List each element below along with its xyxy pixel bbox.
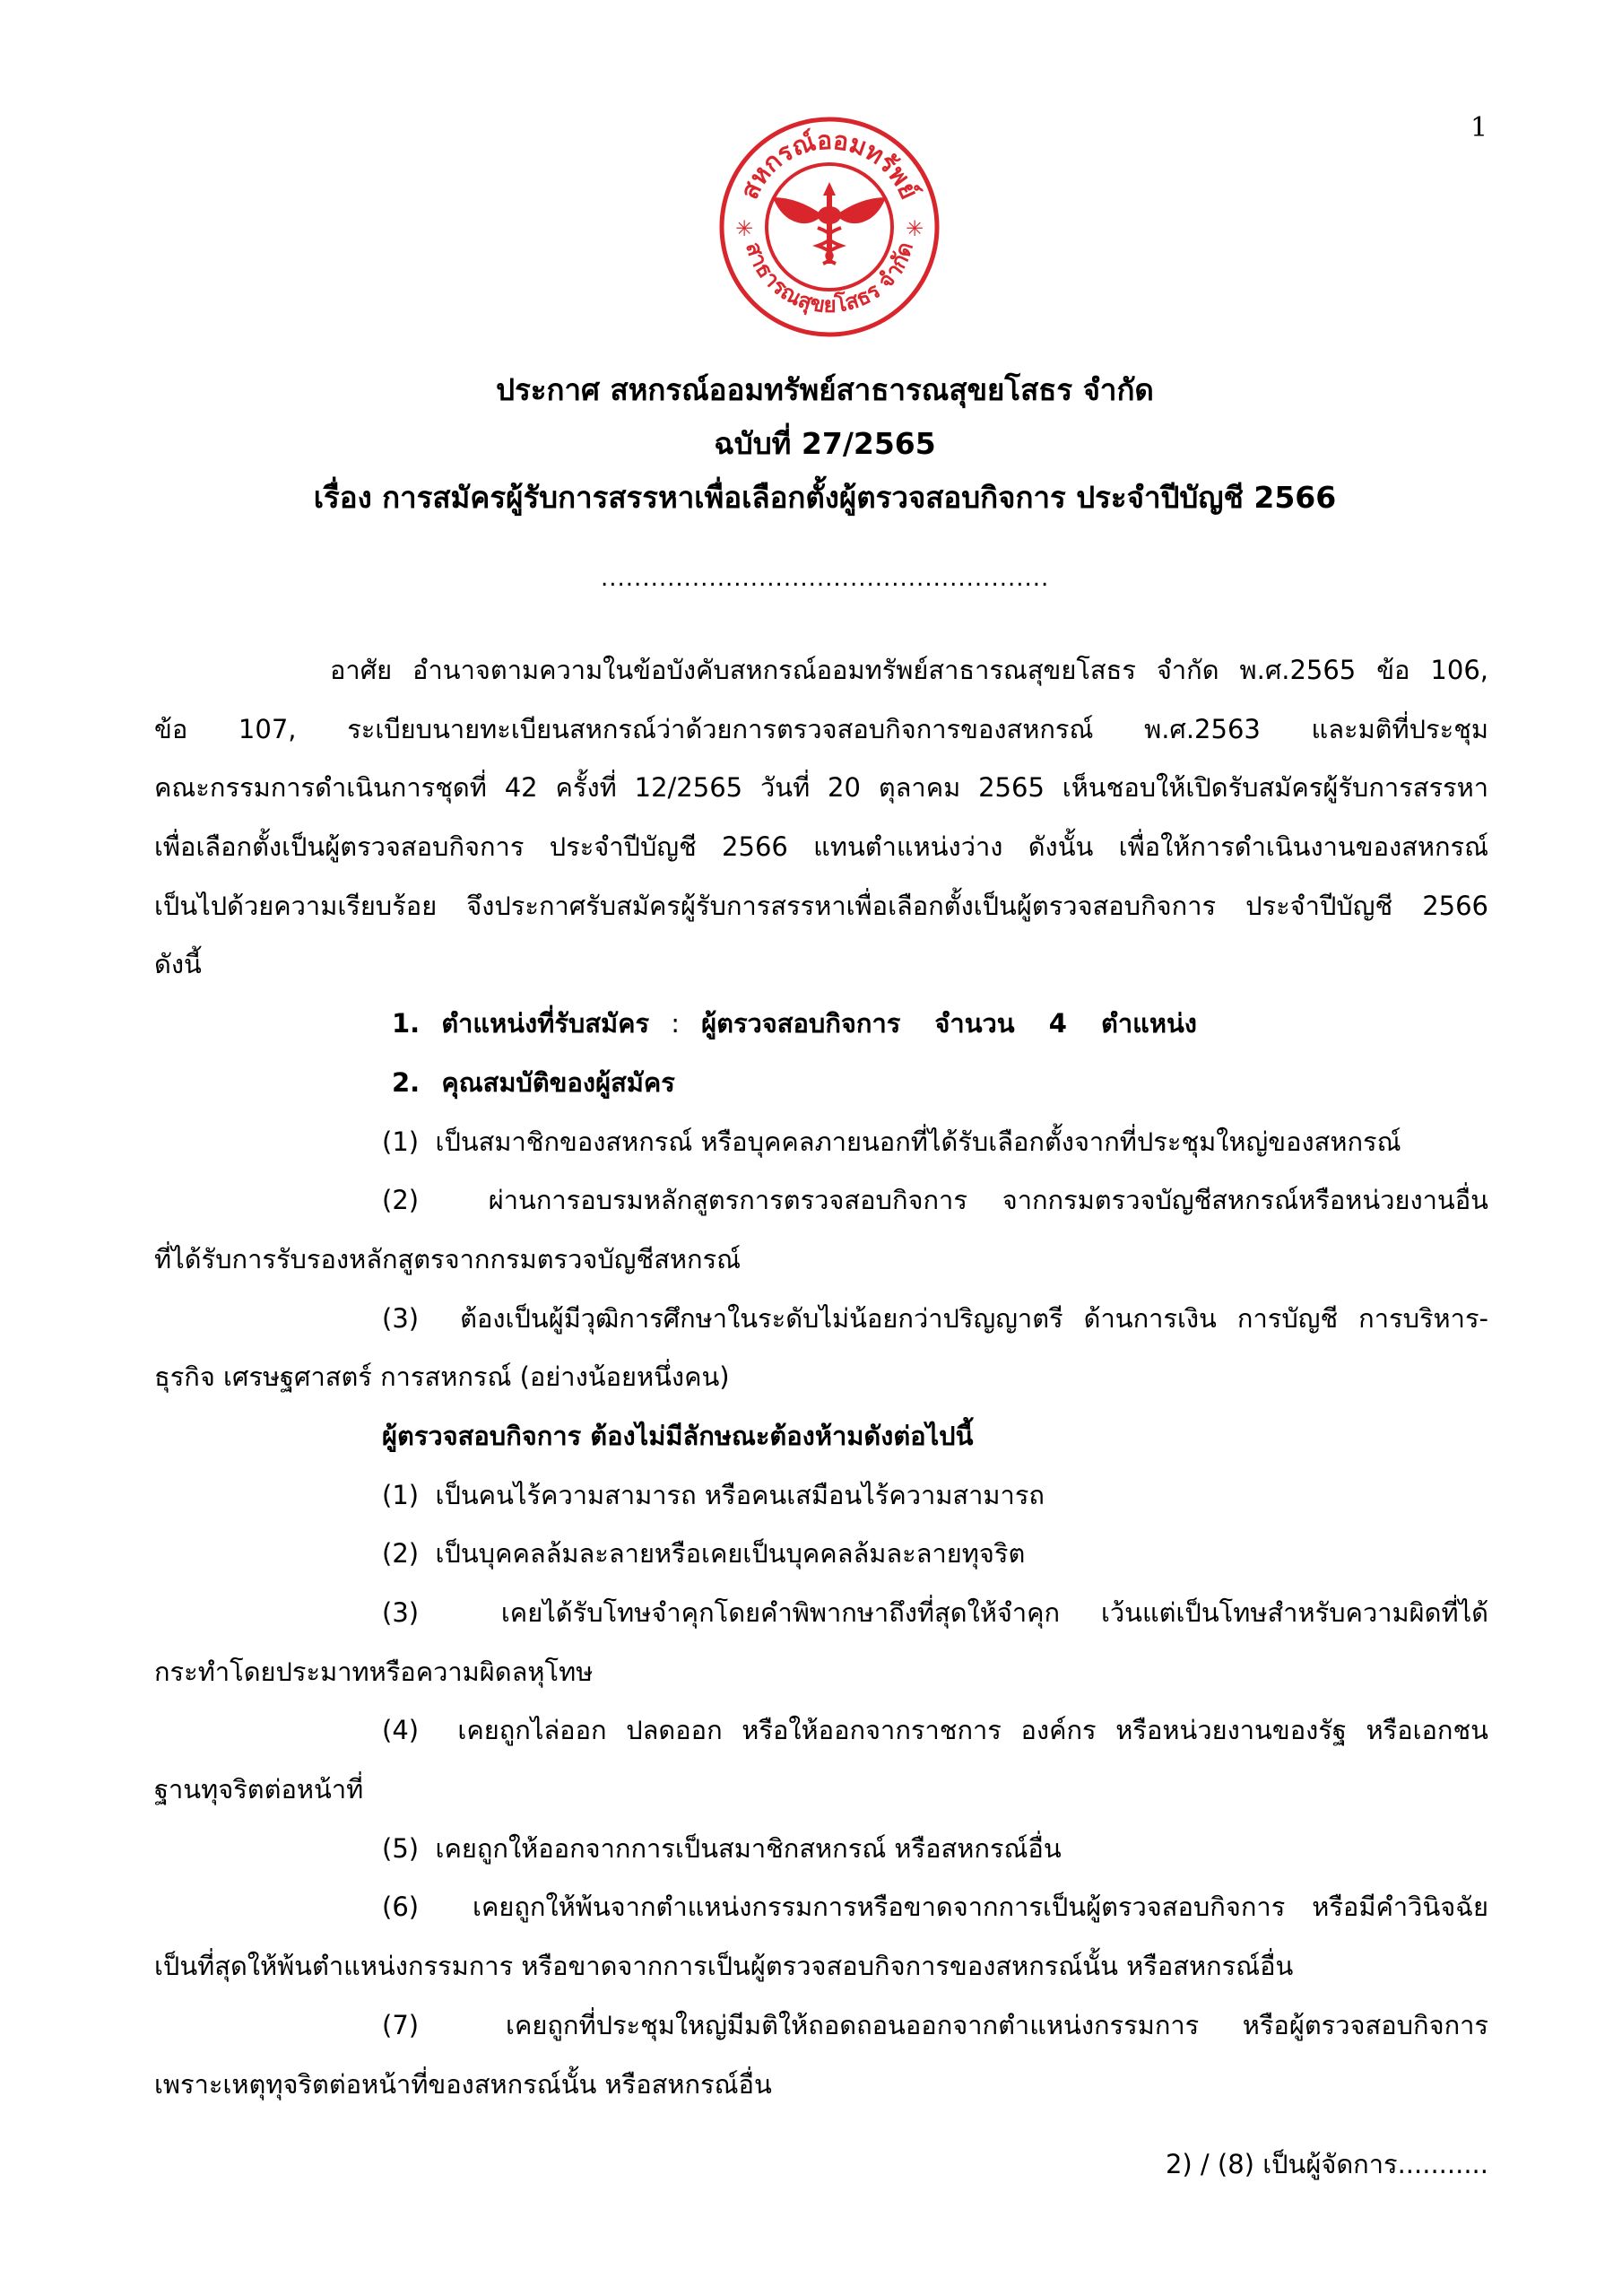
- prohibition-number: (1): [382, 1479, 420, 1510]
- prohibition-text: เคยถูกให้พ้นจากตำแหน่งกรรมการหรือขาดจากการเป็นผู้ตรวจสอบกิจการ หรือมีคำวินิจฉัย: [473, 1892, 1488, 1923]
- section-1-positions: [154, 995, 1488, 1054]
- intro-line-1: อาศัย อำนาจตามความในข้อบังคับสหกรณ์ออมทรัพย์สาธารณสุขยโสธร จำกัด พ.ศ.2565 ข้อ 106,: [330, 655, 1488, 685]
- prohibition-number: (5): [382, 1832, 420, 1864]
- title-line-1: ประกาศ สหกรณ์ออมทรัพย์สาธารณสุขยโสธร จำกัด: [496, 372, 1154, 407]
- seal-bottom-text: สาธารณสุขยโสธร จำกัด: [741, 239, 918, 318]
- qualification-number: (1): [382, 1126, 420, 1157]
- intro-line-4: เพื่อเลือกตั้งเป็นผู้ตรวจสอบกิจการ ประจำปีบัญชี 2566 แทนตำแหน่งว่าง ดังนั้น เพื่อให้การดำเนินงานของสหกรณ์: [154, 831, 1488, 863]
- qualification-text: เป็นสมาชิกของสหกรณ์ หรือบุคคลภายนอกที่ได้รับเลือกตั้งจากที่ประชุมใหญ่ของสหกรณ์: [435, 1126, 1401, 1157]
- title-divider: ......................................................: [601, 565, 1050, 592]
- intro-line-6: ดังนี้: [154, 949, 202, 980]
- prohibition-number: (2): [382, 1538, 420, 1570]
- section-1-count-label: จำนวน: [934, 1008, 1015, 1039]
- qualification-item-2-continued: ที่ได้รับการรับรองหลักสูตรจากกรมตรวจบัญชีสหกรณ์: [154, 1243, 742, 1274]
- prohibition-text: เคยถูกให้ออกจากการเป็นสมาชิกสหกรณ์ หรือสหกรณ์อื่น: [435, 1832, 1062, 1864]
- section-1-position: ผู้ตรวจสอบกิจการ: [701, 1008, 901, 1039]
- section-2-heading: [154, 1054, 1488, 1113]
- prohibition-number: (3): [382, 1597, 420, 1628]
- prohibition-item-5: [154, 1820, 1488, 1879]
- document-body: [154, 641, 1488, 2114]
- seal-top-text: สหกรณ์ออมทรัพย์: [733, 125, 925, 204]
- section-2-number: 2.: [392, 1066, 421, 1098]
- prohibition-text: เป็นบุคคลล้มละลายหรือเคยเป็นบุคคลล้มละลายทุจริต: [435, 1538, 1026, 1570]
- title-line-2: ฉบับที่ 27/2565: [714, 426, 936, 461]
- section-1-separator: :: [671, 1008, 681, 1039]
- prohibition-item-3-continued: กระทำโดยประมาทหรือความผิดลหุโทษ: [154, 1656, 594, 1687]
- prohibition-text: เคยถูกไล่ออก ปลดออก หรือให้ออกจากราชการ องค์กร หรือหน่วยงานของรัฐ หรือเอกชน: [457, 1715, 1488, 1746]
- prohibition-item-6: [154, 1878, 1488, 1937]
- section-1-unit: ตำแหน่ง: [1101, 1008, 1197, 1039]
- qualification-number: (2): [382, 1185, 420, 1216]
- prohibition-number: (4): [382, 1715, 420, 1746]
- svg-text:✳: ✳: [905, 216, 924, 241]
- intro-line-2: ข้อ 107, ระเบียบนายทะเบียนสหกรณ์ว่าด้วยการตรวจสอบกิจการของสหกรณ์ พ.ศ.2563 และมติที่ประชุม: [154, 713, 1488, 744]
- announcement-title: [152, 363, 1497, 525]
- section-1-number: 1.: [392, 1008, 421, 1039]
- prohibition-item-1: [154, 1466, 1488, 1526]
- qualification-number: (3): [382, 1302, 420, 1334]
- prohibition-text: เคยได้รับโทษจำคุกโดยคำพิพากษาถึงที่สุดให้จำคุก เว้นแต่เป็นโทษสำหรับความผิดที่ได้: [500, 1597, 1488, 1628]
- prohibition-item-7-continued: เพราะเหตุทุจริตต่อหน้าที่ของสหกรณ์นั้น หรือสหกรณ์อื่น: [154, 2068, 772, 2100]
- svg-text:✳: ✳: [734, 216, 754, 241]
- caduceus-emblem-icon: [773, 182, 886, 264]
- intro-line-3: คณะกรรมการดำเนินการชุดที่ 42 ครั้งที่ 12/2565 วันที่ 20 ตุลาคม 2565 เห็นชอบให้เปิดรับสมัครผู้รับการสรรหา: [154, 772, 1488, 804]
- prohibition-item-3: [154, 1584, 1488, 1643]
- intro-line-5: เป็นไปด้วยความเรียบร้อย จึงประกาศรับสมัครผู้รับการสรรหาเพื่อเลือกตั้งเป็นผู้ตรวจสอบกิจการ ประจำปีบัญชี 2566: [154, 890, 1488, 921]
- qualification-text: ต้องเป็นผู้มีวุฒิการศึกษาในระดับไม่น้อยกว่าปริญญาตรี ด้านการเงิน การบัญชี การบริหาร-: [460, 1302, 1488, 1334]
- continued-next-page-note: 2) / (8) เป็นผู้จัดการ...........: [1165, 2149, 1488, 2179]
- prohibition-item-7: [154, 1996, 1488, 2056]
- prohibition-item-2: [154, 1525, 1488, 1584]
- section-1-label: ตำแหน่งที่รับสมัคร: [441, 1008, 650, 1039]
- qualification-text: ผ่านการอบรมหลักสูตรการตรวจสอบกิจการ จากกรมตรวจบัญชีสหกรณ์หรือหน่วยงานอื่น: [488, 1185, 1488, 1216]
- prohibition-item-6-continued: เป็นที่สุดให้พ้นตำแหน่งกรรมการ หรือขาดจากการเป็นผู้ตรวจสอบกิจการของสหกรณ์นั้น หรือสหกรณ์อื่น: [154, 1951, 1294, 1982]
- qualification-item-2: [154, 1171, 1488, 1231]
- qualification-item-3-continued: ธุรกิจ เศรษฐศาสตร์ การสหกรณ์ (อย่างน้อยหนึ่งคน): [154, 1361, 730, 1393]
- prohibitions-heading: ผู้ตรวจสอบกิจการ ต้องไม่มีลักษณะต้องห้ามดังต่อไปนี้: [382, 1420, 974, 1451]
- prohibition-text: เป็นคนไร้ความสามารถ หรือคนเสมือนไร้ความสามารถ: [435, 1479, 1045, 1510]
- title-line-3: เรื่อง การสมัครผู้รับการสรรหาเพื่อเลือกตั้งผู้ตรวจสอบกิจการ ประจำปีบัญชี 2566: [313, 480, 1337, 515]
- page-number: 1: [1470, 112, 1488, 144]
- prohibition-item-4-continued: ฐานทุจริตต่อหน้าที่: [154, 1774, 364, 1805]
- qualification-item-3: [154, 1290, 1488, 1349]
- prohibition-text: เคยถูกที่ประชุมใหญ่มีมติให้ถอดถอนออกจากตำแหน่งกรรมการ หรือผู้ตรวจสอบกิจการ: [506, 2009, 1488, 2040]
- prohibition-item-4: [154, 1701, 1488, 1761]
- qualification-item-1: [154, 1113, 1488, 1172]
- section-1-count: 4: [1048, 1008, 1067, 1039]
- prohibition-number: (7): [382, 2009, 420, 2040]
- section-2-label: คุณสมบัติของผู้สมัคร: [441, 1066, 675, 1098]
- cooperative-seal-logo: [717, 115, 941, 339]
- prohibition-number: (6): [382, 1892, 420, 1923]
